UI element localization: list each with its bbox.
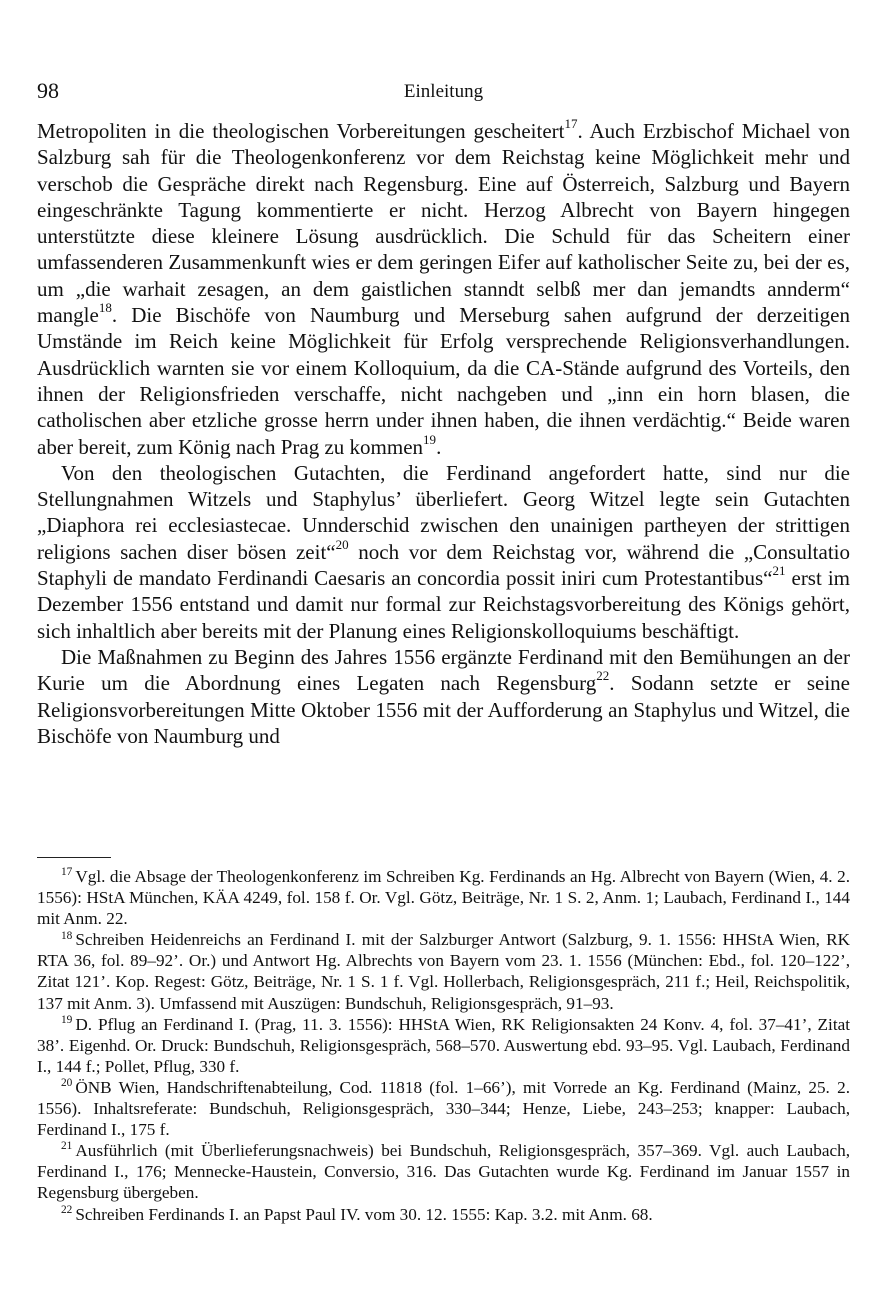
- text-run: Die Maßnahmen zu Beginn des Jahres 1556 ergänzte Ferdinand mit den Bemühungen an der Kurie um die Abordnung eines Legaten nach Regensburg: [37, 644, 850, 696]
- footnote-18: [37, 929, 850, 1013]
- text-run: .: [436, 434, 442, 459]
- text-run: Metropoliten in die theologischen Vorbereitungen gescheitert: [37, 119, 565, 143]
- main-text: [37, 118, 850, 749]
- text-run: Von den theologischen Gutachten, die Ferdinand angefordert hatte, sind nur die Stellungnahmen Witzels und Staphylus’ überliefert. Georg Witzel legte sein Gutachten „Diaphora rei ecclesiastecae. Unnderschid zwischen den unainigen partheyen der strittigen religions sachen diser bösen zeit“: [37, 460, 850, 564]
- footnote-text: Ausführlich (mit Überlieferungsnachweis) bei Bundschuh, Religionsgespräch, 357–369. Vgl. auch Laubach, Ferdinand I., 176; Mennecke-Haustein, Conversio, 316. Das Gutachten wurde Kg. Ferdinand im Januar 1557 in Regensburg übergeben.: [37, 1141, 850, 1203]
- footnote-number: 18: [61, 929, 73, 942]
- text-run: erst im Dezember 1556 entstand und damit nur formal zur Reichstagsvorbereitung des Königs gehört, sich inhaltlich aber bereits mit der Planung eines Religionskolloquiums beschäftigt.: [37, 566, 850, 643]
- footnotes: [37, 866, 850, 1225]
- paragraph-3: [37, 644, 850, 749]
- footnote-ref-19[interactable]: 19: [423, 431, 437, 447]
- footnote-21: [37, 1140, 850, 1203]
- running-title: Einleitung: [403, 81, 484, 102]
- footnote-19: [37, 1014, 850, 1077]
- footnote-divider: [37, 857, 111, 858]
- text-run: noch vor dem Reichstag vor, während die „Consultatio Staphyli de mandato Ferdinandi Caesaris an concordia possit iniri cum Protestantibus“: [37, 539, 850, 591]
- footnote-text: Vgl. die Absage der Theologenkonferenz im Schreiben Kg. Ferdinands an Hg. Albrecht von Bayern (Wien, 4. 2. 1556): HStA München, KÄA 4249, fol. 158 f. Or. Vgl. Götz, Beiträge, Nr. 1 S. 2, Anm. 1; Laubach, Ferdinand I., 144 mit Anm. 22.: [37, 867, 850, 929]
- paragraph-2: [37, 460, 850, 644]
- text-run: . Die Bischöfe von Naumburg und Merseburg sahen aufgrund der derzeitigen Umstände im Reich keine Möglichkeit für Erfolg versprechende Religionsverhandlungen. Ausdrücklich warnten sie vor einem Kolloquium, da die CA-Stände aufgrund des Vorteils, den ihnen der Religionsfrieden verschaffe, nicht nachgeben und „inn ein horn blasen, die catholischen aber etzliche grosse herrn under ihnen haben, die ihnen verdächtig.“ Beide waren aber bereit, zum König nach Prag zu kommen: [37, 303, 850, 459]
- text-run: . Sodann setzte er seine Religionsvorbereitungen Mitte Oktober 1556 mit der Aufforderung an Staphylus und Witzel, die Bischöfe von Naumburg und: [37, 671, 850, 748]
- footnote-ref-17[interactable]: 17: [564, 116, 578, 132]
- footnote-ref-18[interactable]: 18: [98, 300, 112, 316]
- paragraph-1: [37, 118, 850, 460]
- footnote-ref-20[interactable]: 20: [335, 536, 349, 552]
- footnote-17: [37, 866, 850, 929]
- footnote-ref-21[interactable]: 21: [772, 563, 786, 579]
- page-header: [37, 78, 850, 106]
- footnote-text: Schreiben Heidenreichs an Ferdinand I. mit der Salzburger Antwort (Salzburg, 9. 1. 1556: HHStA Wien, RK RTA 36, fol. 89–92’. Or.) und Antwort Hg. Albrechts von Bayern vom 23. 1. 1556 (München: Ebd., fol. 120–122’, Zitat 121’. Kop. Regest: Götz, Beiträge, Nr. 1 S. 1 f. Vgl. Hollerbach, Religionsgespräch, 211 f.; Heil, Reichspolitik, 137 mit Anm. 3). Umfassend mit Auszügen: Bundschuh, Religionsgespräch, 91–93.: [37, 930, 850, 1013]
- footnote-20: [37, 1077, 850, 1140]
- footnote-number: 19: [61, 1013, 73, 1026]
- footnote-number: 20: [61, 1077, 73, 1090]
- footnote-ref-22[interactable]: 22: [596, 668, 610, 684]
- footnote-number: 17: [61, 866, 73, 879]
- footnote-number: 22: [61, 1203, 73, 1216]
- page-number: 98: [37, 78, 59, 103]
- footnote-text: D. Pflug an Ferdinand I. (Prag, 11. 3. 1556): HHStA Wien, RK Religionsakten 24 Konv. 4, fol. 37–41’, Zitat 38’. Eigenhd. Or. Druck: Bundschuh, Religionsgespräch, 568–570. Auswertung ebd. 93–95. Vgl. Laubach, Ferdinand I., 144 f.; Pollet, Pflug, 330 f.: [37, 1014, 850, 1076]
- footnote-number: 21: [61, 1140, 73, 1153]
- footnote-text: Schreiben Ferdinands I. an Papst Paul IV. vom 30. 12. 1555: Kap. 3.2. mit Anm. 68.: [75, 1204, 653, 1224]
- footnote-22: [37, 1204, 850, 1225]
- footnote-text: ÖNB Wien, Handschriftenabteilung, Cod. 11818 (fol. 1–66’), mit Vorrede an Kg. Ferdinand (Mainz, 25. 2. 1556). Inhaltsreferate: Bundschuh, Religionsgespräch, 330–344; Henze, Liebe, 243–253; knapper: Laubach, Ferdinand I., 175 f.: [37, 1077, 850, 1140]
- text-run: . Auch Erzbischof Michael von Salzburg sah für die Theologenkonferenz vor dem Reichstag keine Möglichkeit mehr und verschob die Gespräche direkt nach Regensburg. Eine auf Österreich, Salzburg und Bayern eingeschränkte Tagung kommentierte er nicht. Herzog Albrecht von Bayern hingegen unterstützte diese kleinere Lösung ausdrücklich. Die Schuld für das Scheitern einer umfassenderen Zusammenkunft wies er dem geringen Eifer auf katholischer Seite zu, bei der es, um „die warhait zesagen, an dem gaistlichen stanndt selbß mer dan jemandts annderm“ mangle: [37, 119, 851, 328]
